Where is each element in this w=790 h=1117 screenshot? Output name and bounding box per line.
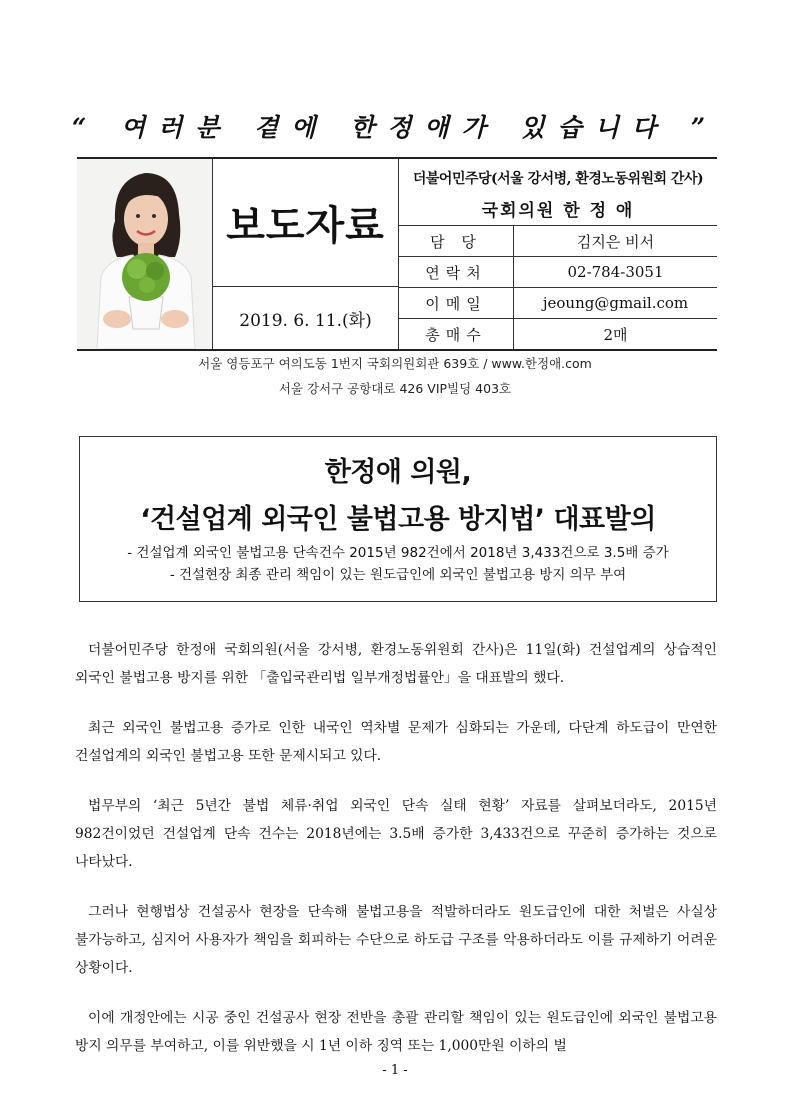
member-name: 국회의원 한 정 애 xyxy=(481,201,635,221)
contact-row-manager xyxy=(399,226,717,257)
contact-row-phone xyxy=(399,257,717,288)
subheadline-2: - 건설현장 최종 관리 책임이 있는 원도급인에 외국인 불법고용 방지 의무 부여 xyxy=(169,567,627,583)
party-info xyxy=(399,159,717,226)
press-release-header xyxy=(77,157,717,351)
info-value: 02-784-3051 xyxy=(567,263,664,281)
slogan: “ 여러분 곁에 한정애가 있습니다 ” xyxy=(71,113,719,142)
subheadline-1: - 건설업계 외국인 불법고용 단속건수 2015년 982건에서 2018년 3,433건으로 3.5배 증가 xyxy=(127,545,669,561)
office-address: 서울 영등포구 여의도동 1번지 국회의원회관 639호 / www.한정애.com xyxy=(198,356,592,371)
headline-line-1: 한정애 의원, xyxy=(324,457,472,488)
info-value: jeoung@gmail.com xyxy=(542,294,689,312)
release-date: 2019. 6. 11.(화) xyxy=(213,287,399,349)
article-body xyxy=(75,636,717,1082)
info-label: 연락처 xyxy=(399,257,514,287)
party-affiliation: 더불어민주당(서울 강서병, 환경노동위원회 간사) xyxy=(412,171,704,187)
document-title: 보도자료 xyxy=(213,159,399,287)
info-value: 김지은 비서 xyxy=(576,232,655,251)
paragraph: 그러나 현행법상 건설공사 현장을 단속해 불법고용을 적발하더라도 원도급인에 대한 처벌은 사실상 불가능하고, 심지어 사용자가 책임을 회피하는 수단으로 하도급 구조를 악용하더라도 이를 규제하기 어려운 상황이다. xyxy=(75,904,717,976)
member-photo xyxy=(77,159,213,349)
headline-line-2: ‘건설업계 외국인 불법고용 방지법’ 대표발의 xyxy=(140,504,656,535)
paragraph: 이에 개정안에는 시공 중인 건설공사 현장 전반을 총괄 관리할 책임이 있는 원도급인에 외국인 불법고용 방지 의무를 부여하고, 이를 위반했을 시 1년 이하 징역 또는 1,000만원 이하의 벌 xyxy=(75,1010,717,1054)
info-label: 이메일 xyxy=(399,288,514,318)
paragraph: 최근 외국인 불법고용 증가로 인한 내국인 역차별 문제가 심화되는 가운데, 다단계 하도급이 만연한 건설업계의 외국인 불법고용 또한 문제시되고 있다. xyxy=(75,720,717,764)
info-label: 담 당 xyxy=(399,226,514,256)
local-office-address: 서울 강서구 공항대로 426 VIP빌딩 403호 xyxy=(278,381,512,396)
portrait-illustration xyxy=(77,159,212,349)
page-number: - 1 - xyxy=(382,1063,408,1078)
info-label: 총매수 xyxy=(399,319,514,349)
paragraph: 더불어민주당 한정애 국회의원(서울 강서병, 환경노동위원회 간사)은 11일(화) 건설업계의 상습적인 외국인 불법고용 방지를 위한 「출입국관리법 일부개정법률안」을 대표발의 했다. xyxy=(75,642,717,686)
contact-row-pages xyxy=(399,319,717,349)
headline-box xyxy=(79,436,717,602)
paragraph: 법무부의 ‘최근 5년간 불법 체류·취업 외국인 단속 실태 현황’ 자료를 살펴보더라도, 2015년 982건이었던 건설업계 단속 건수는 2018년에는 3.5배 증가한 3,433건으로 꾸준히 증가하는 것으로 나타났다. xyxy=(75,798,717,870)
contact-row-email xyxy=(399,288,717,319)
info-value: 2매 xyxy=(603,325,628,344)
